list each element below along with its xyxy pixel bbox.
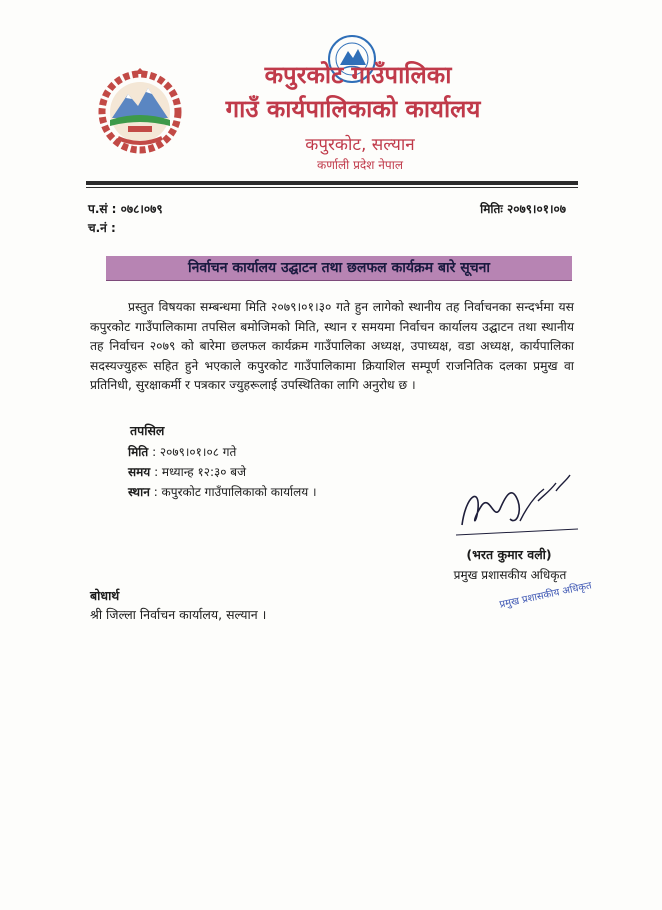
dispatch-number: च.नं : <box>88 221 116 235</box>
annex-value: : मध्यान्ह १२:३० बजे <box>154 465 247 479</box>
province-name: कर्णाली प्रदेश नेपाल <box>317 158 403 172</box>
annex-title: तपसिल <box>130 423 165 438</box>
notice-body: प्रस्तुत विषयका सम्बन्धमा मिति २०७९।०१।३० गते हुन लागेको स्थानीय तह निर्वाचनका सन्दर्भमा यस कपुरकोट गाउँपालिकामा तपसिल बमोजिमको मिति, स्थान र समयमा निर्वाचन कार्यालय उद्घाटन तथा स्थानीय तह निर्वाचन २०७९ को बारेमा छलफल कार्यक्रम गाउँपालिका अध्यक्ष, उपाध्यक्ष, वडा अध्यक्ष, कार्यपालिका सदस्यज्युहरू सहित हुने भएकाले कपुरकोट गाउँपालिकामा क्रियाशिल सम्पूर्ण राजनितिक दलका प्रमुख वा प्रतिनिधी, सुरक्षाकर्मी र पत्रकार ज्युहरूलाई उपस्थितिका लागि अनुरोध छ । <box>90 300 574 392</box>
annex-label: मिति <box>128 445 149 459</box>
annex-label: समय <box>128 465 151 479</box>
signatory-title: प्रमुख प्रशासकीय अधिकृत <box>453 568 567 582</box>
signatory-name: (भरत कुमार वली) <box>466 547 552 562</box>
municipality-name: कपुरकोट गाउँपालिका <box>264 61 452 89</box>
letter-date: मितिः २०७९।०१।०७ <box>480 202 566 216</box>
office-address: कपुरकोट, सल्यान <box>305 135 415 155</box>
annex-time-row <box>128 463 246 480</box>
handwritten-signature <box>452 465 582 545</box>
cc-recipient: श्री जिल्ला निर्वाचन कार्यालय, सल्यान । <box>90 607 267 622</box>
reference-number: प.सं : ०७८।०७९ <box>88 202 163 216</box>
subject-heading: निर्वाचन कार्यालय उद्घाटन तथा छलफल कार्यक्रम बारे सूचना <box>106 256 572 281</box>
nepal-emblem-logo <box>92 66 188 158</box>
official-stamp: प्रमुख प्रशासकीय अधिकृत <box>498 580 593 611</box>
cc-heading: बोधार्थ <box>90 588 120 603</box>
annex-value: : २०७९।०१।०८ गते <box>152 445 237 459</box>
header-divider <box>86 181 578 185</box>
annex-date-row <box>128 443 236 460</box>
annex-value: : कपुरकोट गाउँपालिकाको कार्यालय । <box>153 485 317 499</box>
annex-venue-row <box>128 483 317 500</box>
header-divider-thin <box>86 187 578 188</box>
office-name: गाउँ कार्यपालिकाको कार्यालय <box>225 95 481 123</box>
annex-label: स्थान <box>128 485 150 499</box>
